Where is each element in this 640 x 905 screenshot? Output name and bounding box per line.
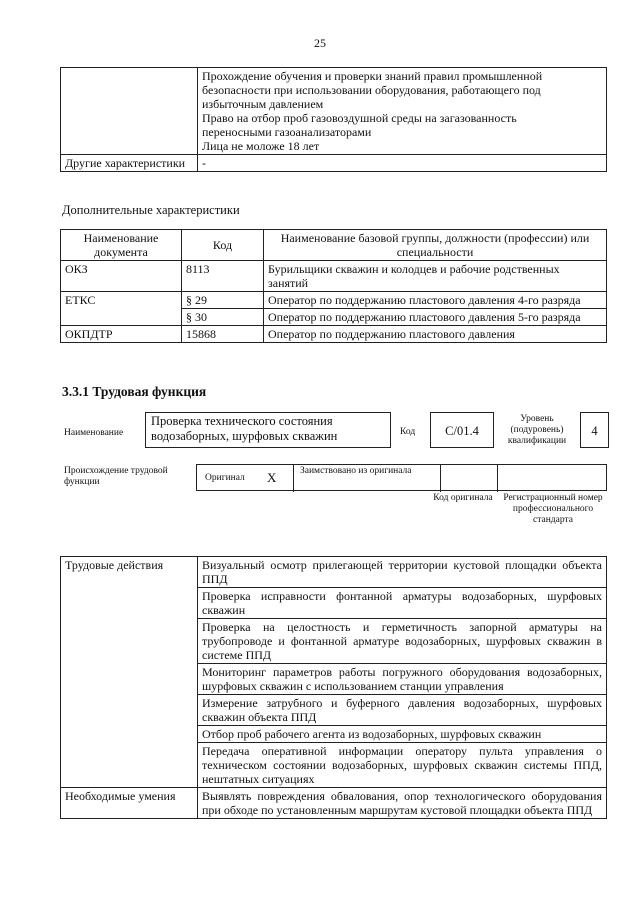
cell-name: Оператор по поддержанию пластового давления 4-го разряда (264, 292, 607, 309)
row-label (61, 68, 198, 155)
cell-document: ОКПДТР (61, 326, 182, 343)
registration-number-caption: Регистрационный номер профессионального стандарта (503, 493, 603, 525)
cell-name: Оператор по поддержанию пластового давления (264, 326, 607, 343)
table-row (61, 261, 607, 292)
code-original-caption: Код оригинала (433, 493, 493, 503)
other-characteristics-value: - (198, 155, 607, 172)
extra-characteristics-heading: Дополнительные характеристики (62, 203, 240, 217)
registration-number-cell (498, 465, 608, 492)
table-row (61, 68, 607, 155)
qualification-level-value: 4 (580, 412, 609, 448)
required-skills-label: Необходимые умения (61, 788, 198, 819)
code-label: Код (400, 427, 416, 437)
requirement-line: Право на отбор проб газовоздушной среды на загазованность (202, 111, 517, 125)
original-label: Оригинал (205, 473, 245, 483)
name-label: Наименование (64, 428, 124, 438)
cell-document: ОКЗ (61, 261, 182, 292)
requirement-line: Прохождение обучения и проверки знаний правил промышленной (202, 69, 543, 83)
labor-action: Измерение затрубного и буферного давления водозаборных, шурфовых скважин объекта ППД (198, 695, 607, 726)
required-skill: Выявлять повреждения обвалования, опор технологического оборудования при обходе по установленным маршрутам кустовой площадки объекта ППД (198, 788, 607, 819)
cell-code: 8113 (182, 261, 264, 292)
requirement-line: Лица не моложе 18 лет (202, 139, 320, 153)
labor-actions-table (60, 556, 607, 819)
col-header-code: Код (182, 230, 264, 261)
labor-action: Проверка исправности фонтанной арматуры водозаборных, шурфовых скважин (198, 588, 607, 619)
cell-code: 15868 (182, 326, 264, 343)
col-header-name: Наименование базовой группы, должности (профессии) или специальности (264, 230, 607, 261)
original-cell (197, 465, 294, 492)
col-header-document: Наименование документа (61, 230, 182, 261)
code-original-cell (441, 465, 498, 492)
requirement-line: безопасности при использовании оборудования, работающего под (202, 83, 541, 97)
row-label-other: Другие характеристики (61, 155, 198, 172)
labor-action: Отбор проб рабочего агента из водозаборных, шурфовых скважин (198, 726, 607, 743)
origin-label: Происхождение трудовой функции (64, 466, 168, 487)
labor-action: Визуальный осмотр прилегающей территории кустовой площадки объекта ППД (198, 557, 607, 588)
page-number: 25 (314, 36, 326, 50)
labor-actions-label: Трудовые действия (61, 557, 198, 788)
cell-name: Оператор по поддержанию пластового давления 5-го разряда (264, 309, 607, 326)
labor-function-heading: 3.3.1 Трудовая функция (62, 384, 207, 399)
table-header-row (61, 230, 607, 261)
labor-action: Передача оперативной информации оператору пульта управления о техническом состоянии водозаборных, шурфовых скважин системы ППД, нештатных ситуациях (198, 743, 607, 788)
qualification-requirements-table (60, 67, 607, 172)
table-row (61, 557, 607, 588)
function-code-value: C/01.4 (430, 412, 494, 448)
borrowed-label: Заимствовано из оригинала (300, 466, 412, 476)
cell-document: ЕТКС (61, 292, 182, 326)
original-mark: X (267, 470, 277, 485)
borrowed-cell (294, 465, 441, 492)
cell-name: Бурильщики скважин и колодцев и рабочие родственных занятий (264, 261, 607, 292)
table-row (61, 326, 607, 343)
requirement-line: переносными газоанализаторами (202, 125, 372, 139)
table-row (61, 292, 607, 309)
table-row (61, 155, 607, 172)
extra-characteristics-table (60, 229, 607, 343)
origin-row (196, 464, 607, 491)
requirements-cell (198, 68, 607, 155)
function-name-value: Проверка технического состояния водозаборных, шурфовых скважин (145, 412, 391, 448)
table-row (61, 788, 607, 819)
labor-action: Проверка на целостность и герметичность запорной арматуры на трубопроводе и фонтанной арматуре водозаборных, шурфовых скважин в системе ППД (198, 619, 607, 664)
cell-code: § 29 (182, 292, 264, 309)
requirement-line: избыточным давлением (202, 97, 324, 111)
qualification-level-label: Уровень (подуровень) квалификации (507, 414, 567, 446)
cell-code: § 30 (182, 309, 264, 326)
labor-action: Мониторинг параметров работы погружного оборудования водозаборных, шурфовых скважин с использованием станции управления (198, 664, 607, 695)
